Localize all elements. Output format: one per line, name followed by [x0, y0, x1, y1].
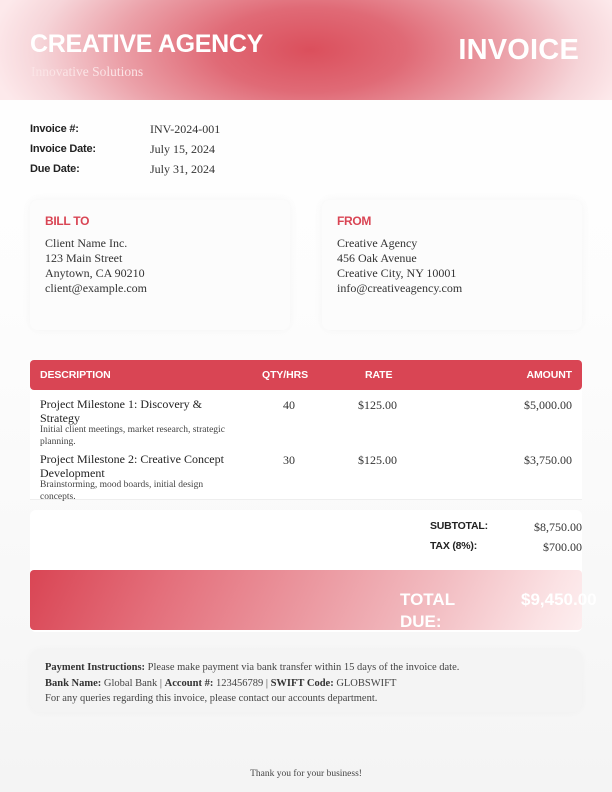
account-value: 123456789 | — [213, 677, 271, 689]
item-amount: $5,000.00 — [524, 398, 572, 412]
line-items-header — [30, 360, 582, 390]
item-description: Brainstorming, mood boards, initial design concepts. — [40, 480, 204, 502]
total-due-bar — [30, 570, 582, 630]
item-rate: $125.00 — [358, 453, 397, 467]
meta-invoice-date — [30, 139, 220, 159]
from-name: Creative Agency — [337, 236, 418, 250]
item-amount: $3,750.00 — [524, 453, 572, 467]
column-header-amount: AMOUNT — [526, 369, 572, 381]
invoice-meta — [30, 119, 220, 179]
from-card — [322, 200, 582, 330]
swift-value: GLOBSWIFT — [333, 677, 397, 689]
item-rate: $125.00 — [358, 398, 397, 412]
item-qty: 30 — [283, 453, 295, 467]
company-name: CREATIVE AGENCY — [30, 30, 264, 58]
meta-label: Invoice #: — [30, 123, 79, 135]
document-title: INVOICE — [458, 34, 579, 66]
tax-value: $700.00 — [543, 540, 582, 554]
bill-to-title: BILL TO — [45, 214, 90, 228]
from-email: info@creativeagency.com — [337, 281, 463, 295]
invoice-date-value: July 15, 2024 — [150, 141, 216, 156]
due-date-value: July 31, 2024 — [150, 161, 216, 176]
swift-label: SWIFT Code: — [270, 677, 334, 689]
from-street: 456 Oak Avenue — [337, 251, 417, 265]
meta-label: Due Date: — [30, 163, 80, 175]
meta-label: Invoice Date: — [30, 143, 96, 155]
item-qty: 40 — [283, 398, 295, 412]
item-title: Project Milestone 1: Discovery & Strategy — [40, 397, 202, 425]
payment-notes — [30, 650, 582, 712]
company-tagline: Innovative Solutions — [31, 64, 144, 79]
total-due-label: TOTAL DUE: — [400, 590, 455, 631]
bank-name-value: Global Bank | — [101, 677, 165, 689]
item-description: Initial client meetings, market research, strategic planning. — [40, 425, 225, 447]
subtotal-label: SUBTOTAL: — [430, 520, 488, 532]
from-title: FROM — [337, 214, 372, 228]
subtotal-value: $8,750.00 — [534, 520, 582, 534]
payment-instructions-line — [45, 660, 567, 676]
bill-to-city: Anytown, CA 90210 — [45, 266, 145, 280]
bill-to-street: 123 Main Street — [45, 251, 123, 265]
line-items-body — [30, 390, 582, 500]
account-label: Account #: — [164, 677, 214, 689]
invoice-header — [0, 0, 612, 100]
subtotal-row — [430, 520, 582, 536]
bank-name-label: Bank Name: — [45, 677, 102, 689]
bill-to-name: Client Name Inc. — [45, 236, 128, 250]
invoice-number-value: INV-2024-001 — [150, 121, 221, 136]
contact-line: For any queries regarding this invoice, please contact our accounts department. — [45, 693, 378, 704]
meta-invoice-number — [30, 119, 220, 139]
from-city: Creative City, NY 10001 — [337, 266, 457, 280]
payment-instructions-text: Please make payment via bank transfer within 15 days of the invoice date. — [145, 662, 460, 673]
total-due-value: $9,450.00 — [521, 590, 597, 609]
column-header-qty: QTY/HRS — [262, 369, 308, 381]
bank-details-line — [45, 676, 567, 692]
tax-label: TAX (8%): — [430, 540, 478, 552]
bill-to-card — [30, 200, 290, 330]
payment-instructions-label: Payment Instructions: — [45, 662, 146, 673]
meta-due-date — [30, 159, 220, 179]
column-header-rate: RATE — [365, 369, 393, 381]
thank-you-footer: Thank you for your business! — [250, 769, 362, 779]
tax-row — [430, 540, 582, 556]
bill-to-email: client@example.com — [45, 281, 148, 295]
item-title: Project Milestone 2: Creative Concept Development — [40, 452, 224, 480]
column-header-description: DESCRIPTION — [40, 369, 111, 381]
